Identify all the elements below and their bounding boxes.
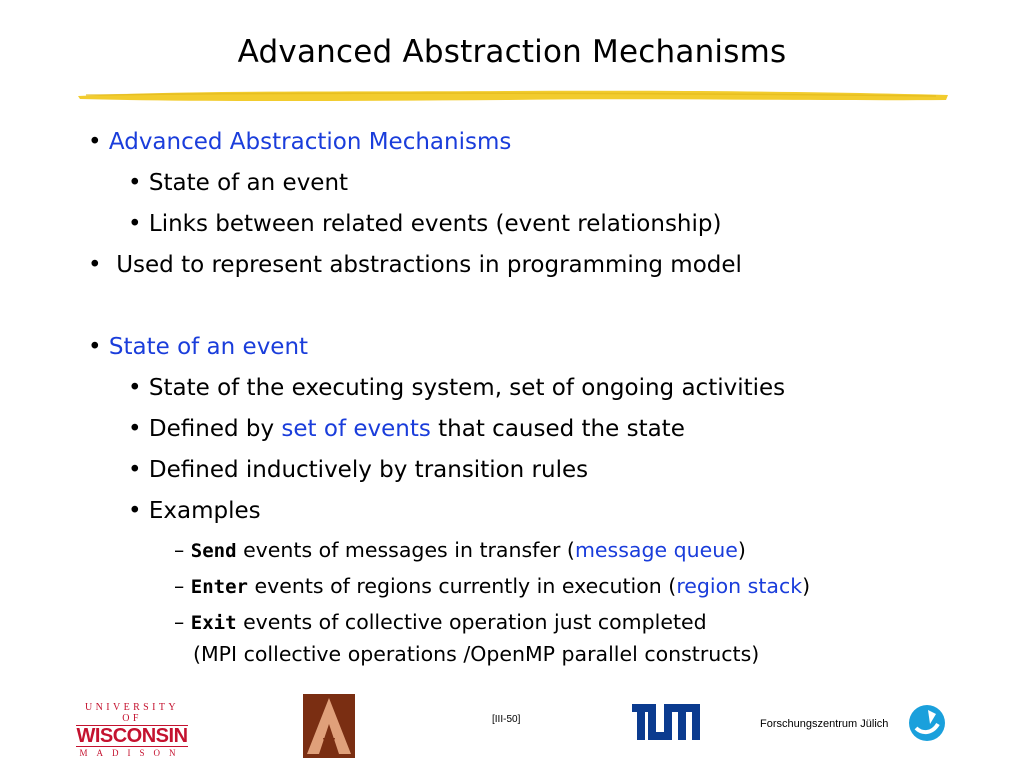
fzj-label: Forschungszentrum Jülich xyxy=(760,718,889,730)
title-underline-decoration xyxy=(76,86,950,106)
example-exit: – Exit events of collective operation just completed xyxy=(174,610,707,634)
bullet-defined-by: • Defined by set of events that caused the state xyxy=(128,416,685,442)
page-number: [III-50] xyxy=(492,714,521,725)
bullet-advanced-abstraction: • Advanced Abstraction Mechanisms xyxy=(88,129,512,155)
bullet-defined-inductively: • Defined inductively by transition rules xyxy=(128,457,589,483)
uw-madison-logo: UNIVERSITY OF WISCONSIN MADISON xyxy=(76,702,188,758)
bullet-state-heading: • State of an event xyxy=(88,334,309,360)
example-send: – Send events of messages in transfer (message queue) xyxy=(174,538,746,562)
bullet-state-executing-system: • State of the executing system, set of ongoing activities xyxy=(128,375,786,401)
bullet-examples: • Examples xyxy=(128,498,261,524)
example-exit-continuation: (MPI collective operations /OpenMP parallel constructs) xyxy=(193,642,760,666)
tum-logo xyxy=(632,704,702,740)
example-enter: – Enter events of regions currently in execution (region stack) xyxy=(174,574,811,598)
slide-footer xyxy=(0,690,1024,768)
bullet-used-to-represent: • Used to represent abstractions in programming model xyxy=(88,252,742,278)
fzj-logo-icon xyxy=(908,704,946,742)
bullet-links-between-events: • Links between related events (event relationship) xyxy=(128,211,722,237)
institution-emblem-logo xyxy=(303,694,355,758)
page-title: Advanced Abstraction Mechanisms xyxy=(237,34,787,70)
bullet-state-of-event: • State of an event xyxy=(128,170,349,196)
